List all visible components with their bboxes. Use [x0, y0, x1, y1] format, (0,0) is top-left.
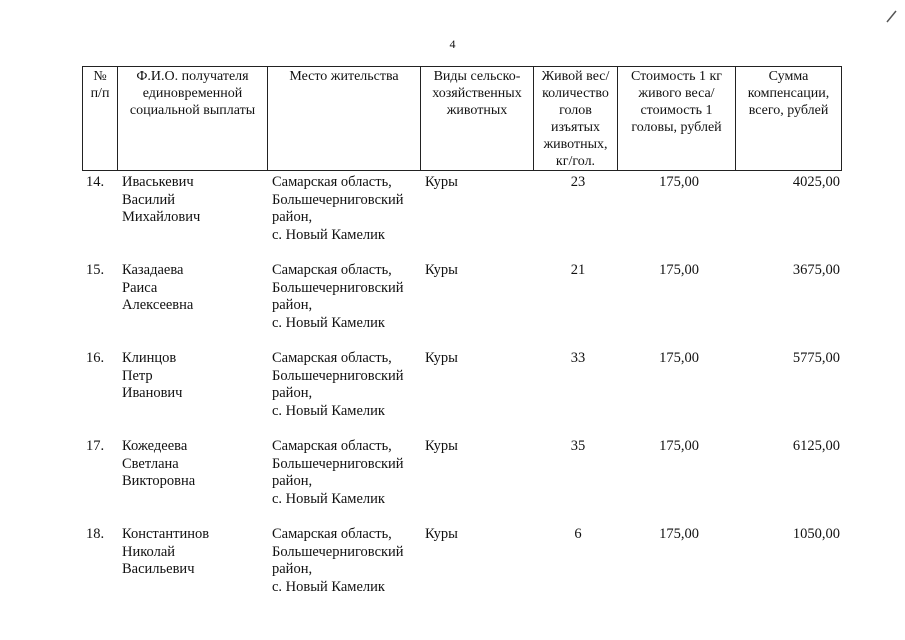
animal-type: Куры — [425, 526, 458, 542]
live-weight: 33 — [570, 350, 586, 366]
animal-type: Куры — [425, 262, 458, 278]
live-weight: 35 — [570, 438, 586, 454]
row-number: 16. — [86, 350, 105, 366]
header-total-compensation: Сумма компенсации, всего, рублей — [736, 67, 842, 171]
table-body — [82, 174, 847, 614]
table-header — [82, 66, 842, 171]
residence: Самарская область, Большечерниговский район, с. Новый Камелик — [272, 262, 404, 331]
animal-type: Куры — [425, 438, 458, 454]
recipient-name: Клинцов Петр Иванович — [122, 350, 183, 401]
live-weight: 23 — [570, 174, 586, 190]
recipient-name: Кожедеева Светлана Викторовна — [122, 438, 196, 489]
header-animal-type: Виды сельско-хозяйственных животных — [421, 67, 534, 171]
page-number: 4 — [449, 37, 456, 51]
header-unit-cost: Стоимость 1 кг живого веса/стоимость 1 головы, рублей — [618, 67, 736, 171]
total-compensation: 4025,00 — [792, 174, 840, 190]
recipient-name: Иваськевич Василий Михайлович — [122, 174, 201, 225]
row-number: 18. — [86, 526, 105, 542]
live-weight: 21 — [570, 262, 586, 278]
residence: Самарская область, Большечерниговский район, с. Новый Камелик — [272, 350, 404, 419]
table-row — [82, 262, 847, 350]
table-row — [82, 174, 847, 262]
recipient-name: Константинов Николай Васильевич — [122, 526, 210, 577]
total-compensation: 3675,00 — [792, 262, 840, 278]
header-residence: Место жительства — [268, 67, 421, 171]
total-compensation: 6125,00 — [792, 438, 840, 454]
live-weight: 6 — [574, 526, 582, 542]
unit-cost: 175,00 — [659, 438, 699, 454]
row-number: 17. — [86, 438, 105, 454]
header-number: № п/п — [83, 67, 118, 171]
unit-cost: 175,00 — [659, 174, 699, 190]
header-row — [83, 67, 842, 171]
residence: Самарская область, Большечерниговский район, с. Новый Камелик — [272, 438, 404, 507]
scan-artifact-icon — [885, 10, 897, 24]
animal-type: Куры — [425, 350, 458, 366]
row-number: 14. — [86, 174, 105, 190]
animal-type: Куры — [425, 174, 458, 190]
table-row — [82, 350, 847, 438]
row-number: 15. — [86, 262, 105, 278]
unit-cost: 175,00 — [659, 526, 699, 542]
residence: Самарская область, Большечерниговский район, с. Новый Камелик — [272, 526, 404, 595]
total-compensation: 5775,00 — [792, 350, 840, 366]
unit-cost: 175,00 — [659, 262, 699, 278]
total-compensation: 1050,00 — [792, 526, 840, 542]
residence: Самарская область, Большечерниговский район, с. Новый Камелик — [272, 174, 404, 243]
recipient-name: Казадаева Раиса Алексеевна — [122, 262, 194, 313]
table-row — [82, 526, 847, 614]
header-live-weight: Живой вес/ количество голов изъятых животных, кг/гол. — [534, 67, 618, 171]
unit-cost: 175,00 — [659, 350, 699, 366]
table-row — [82, 438, 847, 526]
header-recipient-name: Ф.И.О. получателя единовременной социальной выплаты — [118, 67, 268, 171]
